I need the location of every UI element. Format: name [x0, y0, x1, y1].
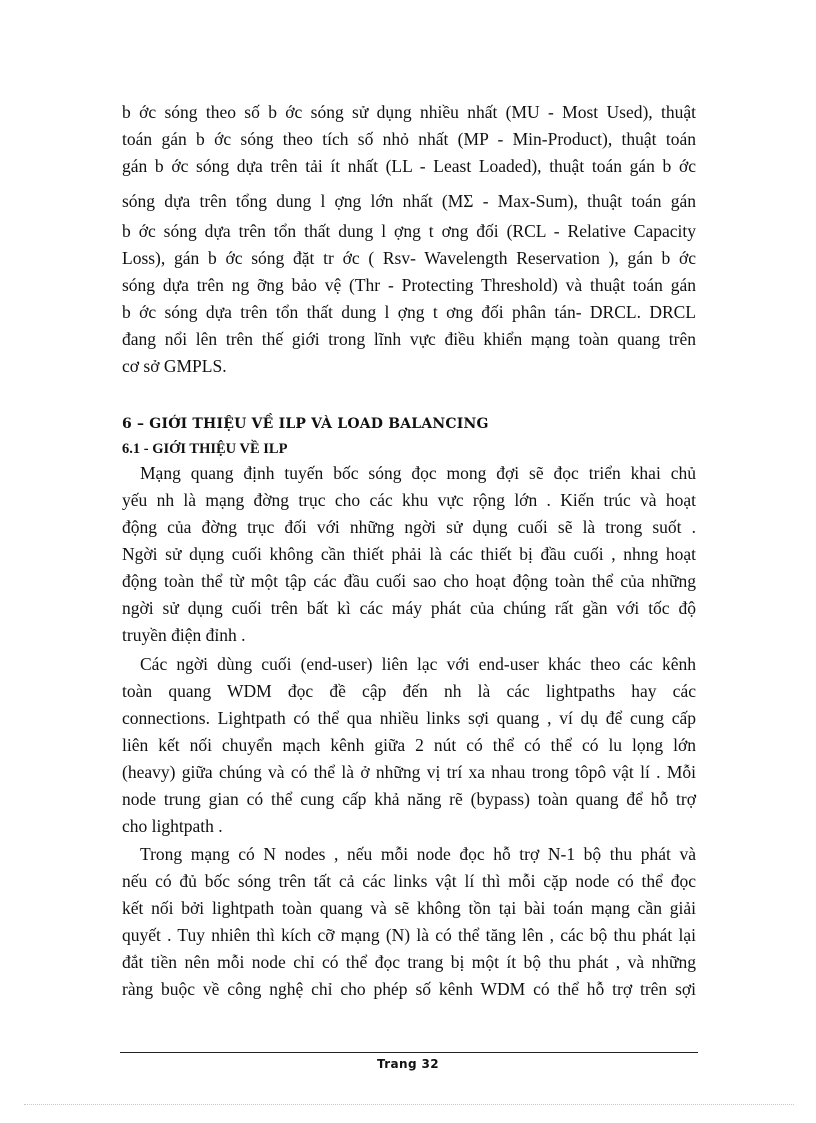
section-heading: 6 – GIỚI THIỆU VỀ ILP VÀ LOAD BALANCING [122, 416, 489, 432]
text-line: ngời sử dụng cuối trên bất kì các máy phát của chúng rất gần với tốc độ [122, 598, 696, 618]
text-line: kết nối bởi lightpath toàn quang và sẽ không tồn tại bài toán mạng cần giải [122, 898, 696, 918]
text-line: b ớc sóng dựa trên tổn thất dung l ợng t ơng đối phân tán- DRCL. DRCL [122, 302, 696, 322]
text-line: Ngời sử dụng cuối không cần thiết phải là các thiết bị đầu cuối , nhng hoạt [122, 544, 696, 564]
text-line: đắt tiền nên mỗi node chỉ có thể đọc trang bị một ít bộ thu phát , và những [122, 952, 696, 972]
footer-divider [120, 1052, 698, 1053]
text-line: yếu nh là mạng đờng trục cho các khu vực rộng lớn . Kiến trúc và hoạt [122, 490, 696, 510]
text-line: động của đờng trục đối với những ngời sử dụng cuối sẽ là trong suốt . [122, 517, 696, 537]
text-line: toán gán b ớc sóng theo tích số nhỏ nhất (MP - Min-Product), thuật toán [122, 129, 696, 149]
text-line: cho lightpath . [122, 816, 223, 836]
text-line: Các ngời dùng cuối (end-user) liên lạc với end-user khác theo các kênh [140, 654, 696, 674]
text-line: (heavy) giữa chúng và có thể là ở những vị trí xa nhau trong tôpô vật lí . Mỗi [122, 762, 696, 782]
text-line: động toàn thể từ một tập các đầu cuối sao cho hoạt động toàn thể của những [122, 571, 696, 591]
text-line: ràng buộc về công nghệ chỉ cho phép số kênh WDM có thể hỗ trợ trên sợi [122, 979, 696, 999]
text-line: Trong mạng có N nodes , nếu mỗi node đọc hỗ trợ N-1 bộ thu phát và [140, 844, 696, 864]
page-number: Trang 32 [376, 1057, 440, 1071]
text-line: node trung gian có thể cung cấp khả năng rẽ (bypass) toàn quang để hỗ trợ [122, 789, 696, 809]
page-bottom-border [24, 1104, 794, 1105]
text-line: b ớc sóng dựa trên tổn thất dung l ợng t ơng đối (RCL - Relative Capacity [122, 221, 696, 241]
text-line: b ớc sóng theo số b ớc sóng sử dụng nhiều nhất (MU - Most Used), thuật [122, 102, 696, 122]
text-line: sóng dựa trên ng ỡng bảo vệ (Thr - Protecting Threshold) và thuật toán gán [122, 275, 696, 295]
text-line: toàn quang WDM đọc đề cập đến nh là các lightpaths hay các [122, 681, 696, 701]
text-line: connections. Lightpath có thể qua nhiều links sợi quang , ví dụ để cung cấp [122, 708, 696, 728]
text-line: Mạng quang định tuyến bốc sóng đọc mong đợi sẽ đọc triển khai chủ [140, 463, 696, 483]
text-line: cơ sở GMPLS. [122, 356, 227, 376]
text-line: nếu có đủ bốc sóng trên tất cả các links vật lí thì mỗi cặp node có thể đọc [122, 871, 696, 891]
subsection-heading: 6.1 - GIỚI THIỆU VỀ ILP [122, 441, 288, 457]
text-line: quyết . Tuy nhiên thì kích cỡ mạng (N) là có thể tăng lên , các bộ thu phát lại [122, 925, 696, 945]
text-line: Loss), gán b ớc sóng đặt tr ớc ( Rsv- Wavelength Reservation ), gán b ớc [122, 248, 696, 268]
text-line: truyền điện đỉnh . [122, 625, 246, 645]
text-line: liên kết nối chuyển mạch kênh giữa 2 nút có thể có thể có lu lọng lớn [122, 735, 696, 755]
text-line: gán b ớc sóng dựa trên tải ít nhất (LL - Least Loaded), thuật toán gán b ớc [122, 156, 696, 176]
text-line: sóng dựa trên tổng dung l ợng lớn nhất (MΣ - Max-Sum), thuật toán gán [122, 191, 696, 211]
text-line: đang nổi lên trên thế giới trong lĩnh vực điều khiển mạng toàn quang trên [122, 329, 696, 349]
